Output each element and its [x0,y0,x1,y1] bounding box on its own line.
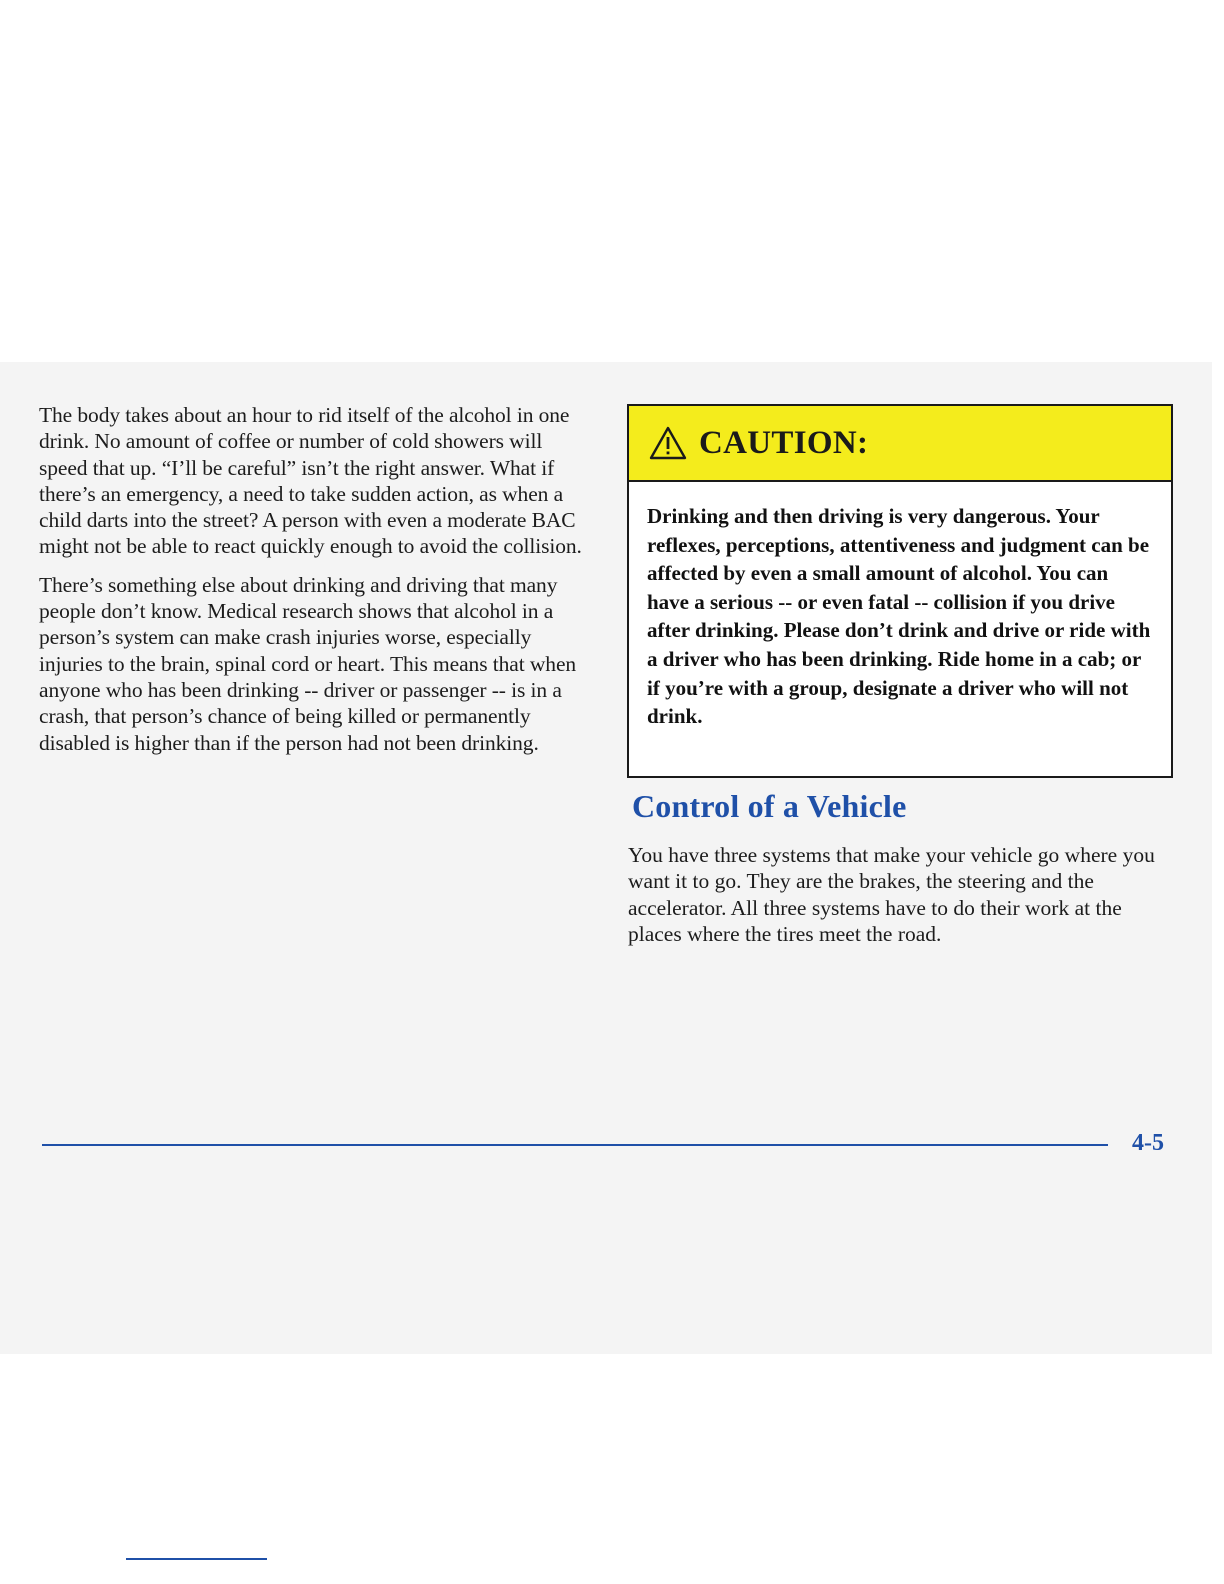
body-paragraph: The body takes about an hour to rid itself of the alcohol in one drink. No amount of coffee or number of cold showers will speed that up. “I’ll be careful” isn’t the right answer. What if there’s an emergency, a need to take sudden action, as when a child darts into the street? A person with even a moderate BAC might not be able to react quickly enough to avoid the collision. [39,403,582,559]
footer-rule [42,1144,1108,1146]
caution-box [627,404,1173,778]
left-column [39,402,587,768]
caution-header [629,406,1171,482]
caution-title: CAUTION: [699,424,869,461]
section-heading: Control of a Vehicle [632,788,907,824]
caution-text: Drinking and then driving is very dangerous. Your reflexes, perceptions, attentiveness and judgment can be affected by even a small amount of alcohol. You can have a serious -- or even fatal -- collision if you drive after drinking. Please don’t drink and drive or ride with a driver who has been drinking. Ride home in a cab; or if you’re with a group, designate a driver who will not drink. [647,504,1151,729]
bottom-rule [126,1558,267,1560]
section-text: You have three systems that make your vehicle go where you want it to go. They are the brakes, the steering and the accelerator. All three systems have to do their work at the places where the tires meet the road. [628,843,1155,946]
body-paragraph: There’s something else about drinking and driving that many people don’t know. Medical research shows that alcohol in a person’s system can make crash injuries worse, especially injuries to the brain, spinal cord or heart. This means that when anyone who has been drinking -- driver or passenger -- is in a crash, that person’s chance of being killed or permanently disabled is higher than if the person had not been drinking. [39,572,577,755]
warning-triangle-icon [649,426,687,460]
page-number: 4-5 [1132,1130,1164,1156]
